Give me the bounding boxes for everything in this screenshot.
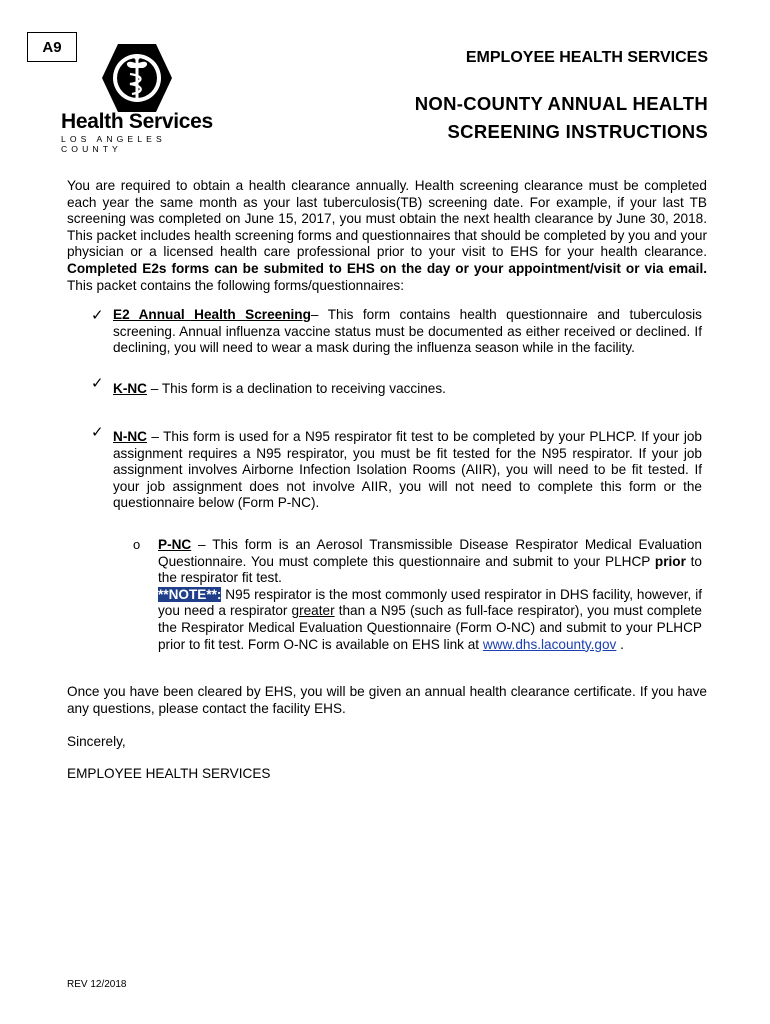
department-heading: EMPLOYEE HEALTH SERVICES: [465, 49, 708, 66]
logo-subtitle: LOS ANGELES COUNTY: [61, 134, 166, 154]
page-title-line-1: NON-COUNTY ANNUAL HEALTH: [414, 93, 708, 114]
page-title-line-2: SCREENING INSTRUCTIONS: [447, 121, 708, 142]
list-item-knc: [113, 381, 702, 398]
sincerely-text: Sincerely,: [67, 734, 126, 749]
signature-text: EMPLOYEE HEALTH SERVICES: [67, 766, 271, 781]
list-item-nnc: [113, 429, 702, 512]
intro-paragraph: [67, 178, 707, 294]
revision-label: REV 12/2018: [67, 979, 127, 990]
intro-bold-text: Completed E2s forms can be submited to EHS on the day or your appointment/visit or via email.: [67, 260, 707, 276]
item-text-knc: – This form is a declination to receiving vaccines.: [146, 381, 446, 396]
intro-tail-text: This packet contains the following forms/questionnaires:: [67, 277, 404, 293]
dhs-website-link[interactable]: www.dhs.lacounty.gov: [482, 636, 617, 652]
item-name-nnc: N-NC: [113, 429, 147, 444]
item-text-pnc-a: – This form is an Aerosol Transmissible Disease Respirator Medical Evaluation Questionnaire. You must complete this questionnaire and submit to your PLHCP: [158, 537, 702, 569]
intro-text: You are required to obtain a health clearance annually. Health screening clearance must be completed each year the same month as your last tuberculosis(TB) screening date. For example, if your last TB screening was completed on June 15, 2017, you must obtain the next health clearance by June 30, 2018. This packet includes health screening forms and questionnaires that should be completed by you and your physician or a licensed health care professional prior to your visit to EHS for your health clearance.: [67, 178, 707, 260]
note-text-a: N95 respirator is the most commonly used respirator in DHS facility, however, if you need a respirator: [158, 586, 702, 619]
checkmark-icon: ✓: [91, 375, 104, 392]
closing-paragraph: Once you have been cleared by EHS, you will be given an annual health clearance certificate. If you have any questions, please contact the facility EHS.: [67, 684, 707, 716]
checkmark-icon: ✓: [91, 424, 104, 441]
item-text-e2: – This form contains health questionnaire and tuberculosis screening. Annual influenza vaccine status must be documented as either received or declined. If declining, you will need to wear a mask during the influenza season while in the facility.: [113, 307, 702, 356]
list-item-pnc: [158, 537, 702, 653]
logo: [60, 44, 220, 154]
health-services-emblem-icon: [60, 44, 220, 112]
checkmark-icon: ✓: [91, 307, 104, 324]
prior-emphasis: prior: [654, 553, 686, 569]
form-code: A9: [42, 38, 62, 56]
note-label: **NOTE**:: [158, 586, 222, 602]
item-name-e2: E2 Annual Health Screening: [113, 307, 311, 322]
item-text-nnc: – This form is used for a N95 respirator fit test to be completed by your PLHCP. If your job assignment requires a N95 respirator, you must be fit tested for the N95 respirator. If your job assignment involves Airborne Infection Isolation Rooms (AIIR), you will need to be fit tested. If your job assignment does not involve AIIR, you will not need to complete this form or the questionnaire below (Form P-NC).: [113, 429, 702, 511]
item-name-pnc: P-NC: [158, 537, 192, 552]
greater-emphasis: greater: [291, 603, 335, 619]
note-text-b: than a N95 (such as full-face respirator), you must complete the Respirator Medical Evaluation Questionnaire (Form O-NC) and submit to your PLHCP prior to fit test. Form O-NC is available on EHS link at: [158, 603, 702, 652]
item-text-pnc-b: to the respirator fit test.: [158, 553, 702, 586]
item-name-knc: K-NC: [113, 381, 147, 396]
logo-title: Health Services: [61, 110, 213, 133]
list-item-e2: [113, 307, 702, 357]
note-end: .: [616, 636, 624, 652]
sub-bullet-icon: o: [133, 537, 141, 552]
